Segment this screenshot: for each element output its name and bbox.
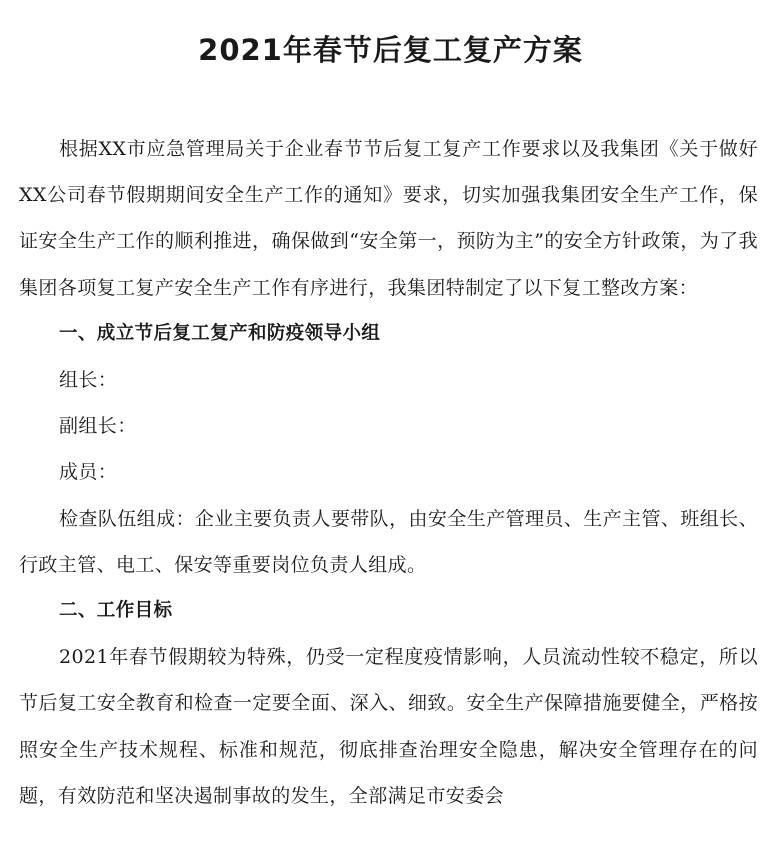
- intro-paragraph: 根据XX市应急管理局关于企业春节节后复工复产工作要求以及我集团《关于做好XX公司春节假期期间安全生产工作的通知》要求，切实加强我集团安全生产工作，保证安全生产工作的顺利推进，确保做到“安全第一，预防为主”的安全方针政策，为了我集团各项复工复产安全生产工作有序进行，我集团特制定了以下复工整改方案：: [19, 138, 758, 299]
- section-2-heading: 二、工作目标: [59, 600, 173, 622]
- inspection-team-paragraph: 检查队伍组成：企业主要负责人要带队，由安全生产管理员、生产主管、班组长、行政主管、电工、保安等重要岗位负责人组成。: [19, 507, 758, 576]
- section-1-heading: 一、成立节后复工复产和防疫领导小组: [59, 322, 381, 344]
- work-goal-paragraph: 2021年春节假期较为特殊，仍受一定程度疫情影响，人员流动性较不稳定，所以节后复工安全教育和检查一定要全面、深入、细致。安全生产保障措施要健全，严格按照安全生产技术规程、标准和规范，彻底排查治理安全隐患，解决安全管理存在的问题，有效防范和坚决遏制事故的发生，全部满足市安委会: [19, 646, 758, 807]
- document-title: 2021年春节后复工复产方案: [198, 33, 583, 67]
- document-body: [19, 126, 758, 819]
- leader-line: 组长：: [59, 369, 118, 392]
- members-line: 成员：: [59, 461, 118, 484]
- deputy-leader-line: 副组长：: [59, 415, 137, 438]
